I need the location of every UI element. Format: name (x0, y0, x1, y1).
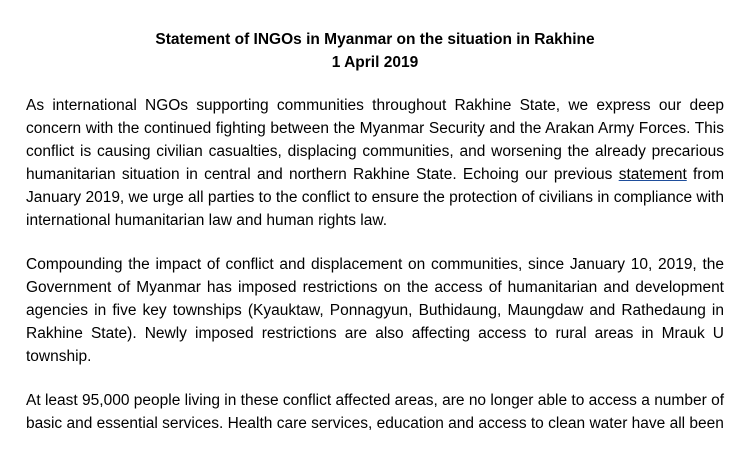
statement-link[interactable]: statement (618, 166, 687, 183)
document-title: Statement of INGOs in Myanmar on the situation in Rakhine (155, 31, 595, 48)
paragraph-1-text-before-link: As international NGOs supporting communities throughout Rakhine State, we express our deep concern with the continued fighting between the Myanmar Security and the Arakan Army Forces. This conflict is causing civilian casualties, displacing communities, and worsening the already precarious humanitarian situation in central and northern Rakhine State. Echoing our previous (26, 97, 724, 183)
document-header (26, 28, 724, 74)
paragraph-2: Compounding the impact of conflict and displacement on communities, since January 10, 2019, the Government of Myanmar has imposed restrictions on the access of humanitarian and development agencies in five key townships (Kyauktaw, Ponnagyun, Buthidaung, Maungdaw and Rathedaung in Rakhine State). Newly imposed restrictions are also affecting access to rural areas in Mrauk U township. (26, 256, 724, 365)
paragraph-1-text-after-link: from January 2019, we urge all parties to the conflict to ensure the protection of civilians in compliance with international humanitarian law and human rights law. (26, 166, 725, 229)
paragraph-1 (26, 94, 724, 232)
paragraph-3: At least 95,000 people living in these conflict affected areas, are no longer able to access a number of basic and essential services. Health care services, education and access to clean water have all been (26, 392, 724, 432)
document-date: 1 April 2019 (331, 54, 419, 71)
document-page (26, 28, 724, 435)
